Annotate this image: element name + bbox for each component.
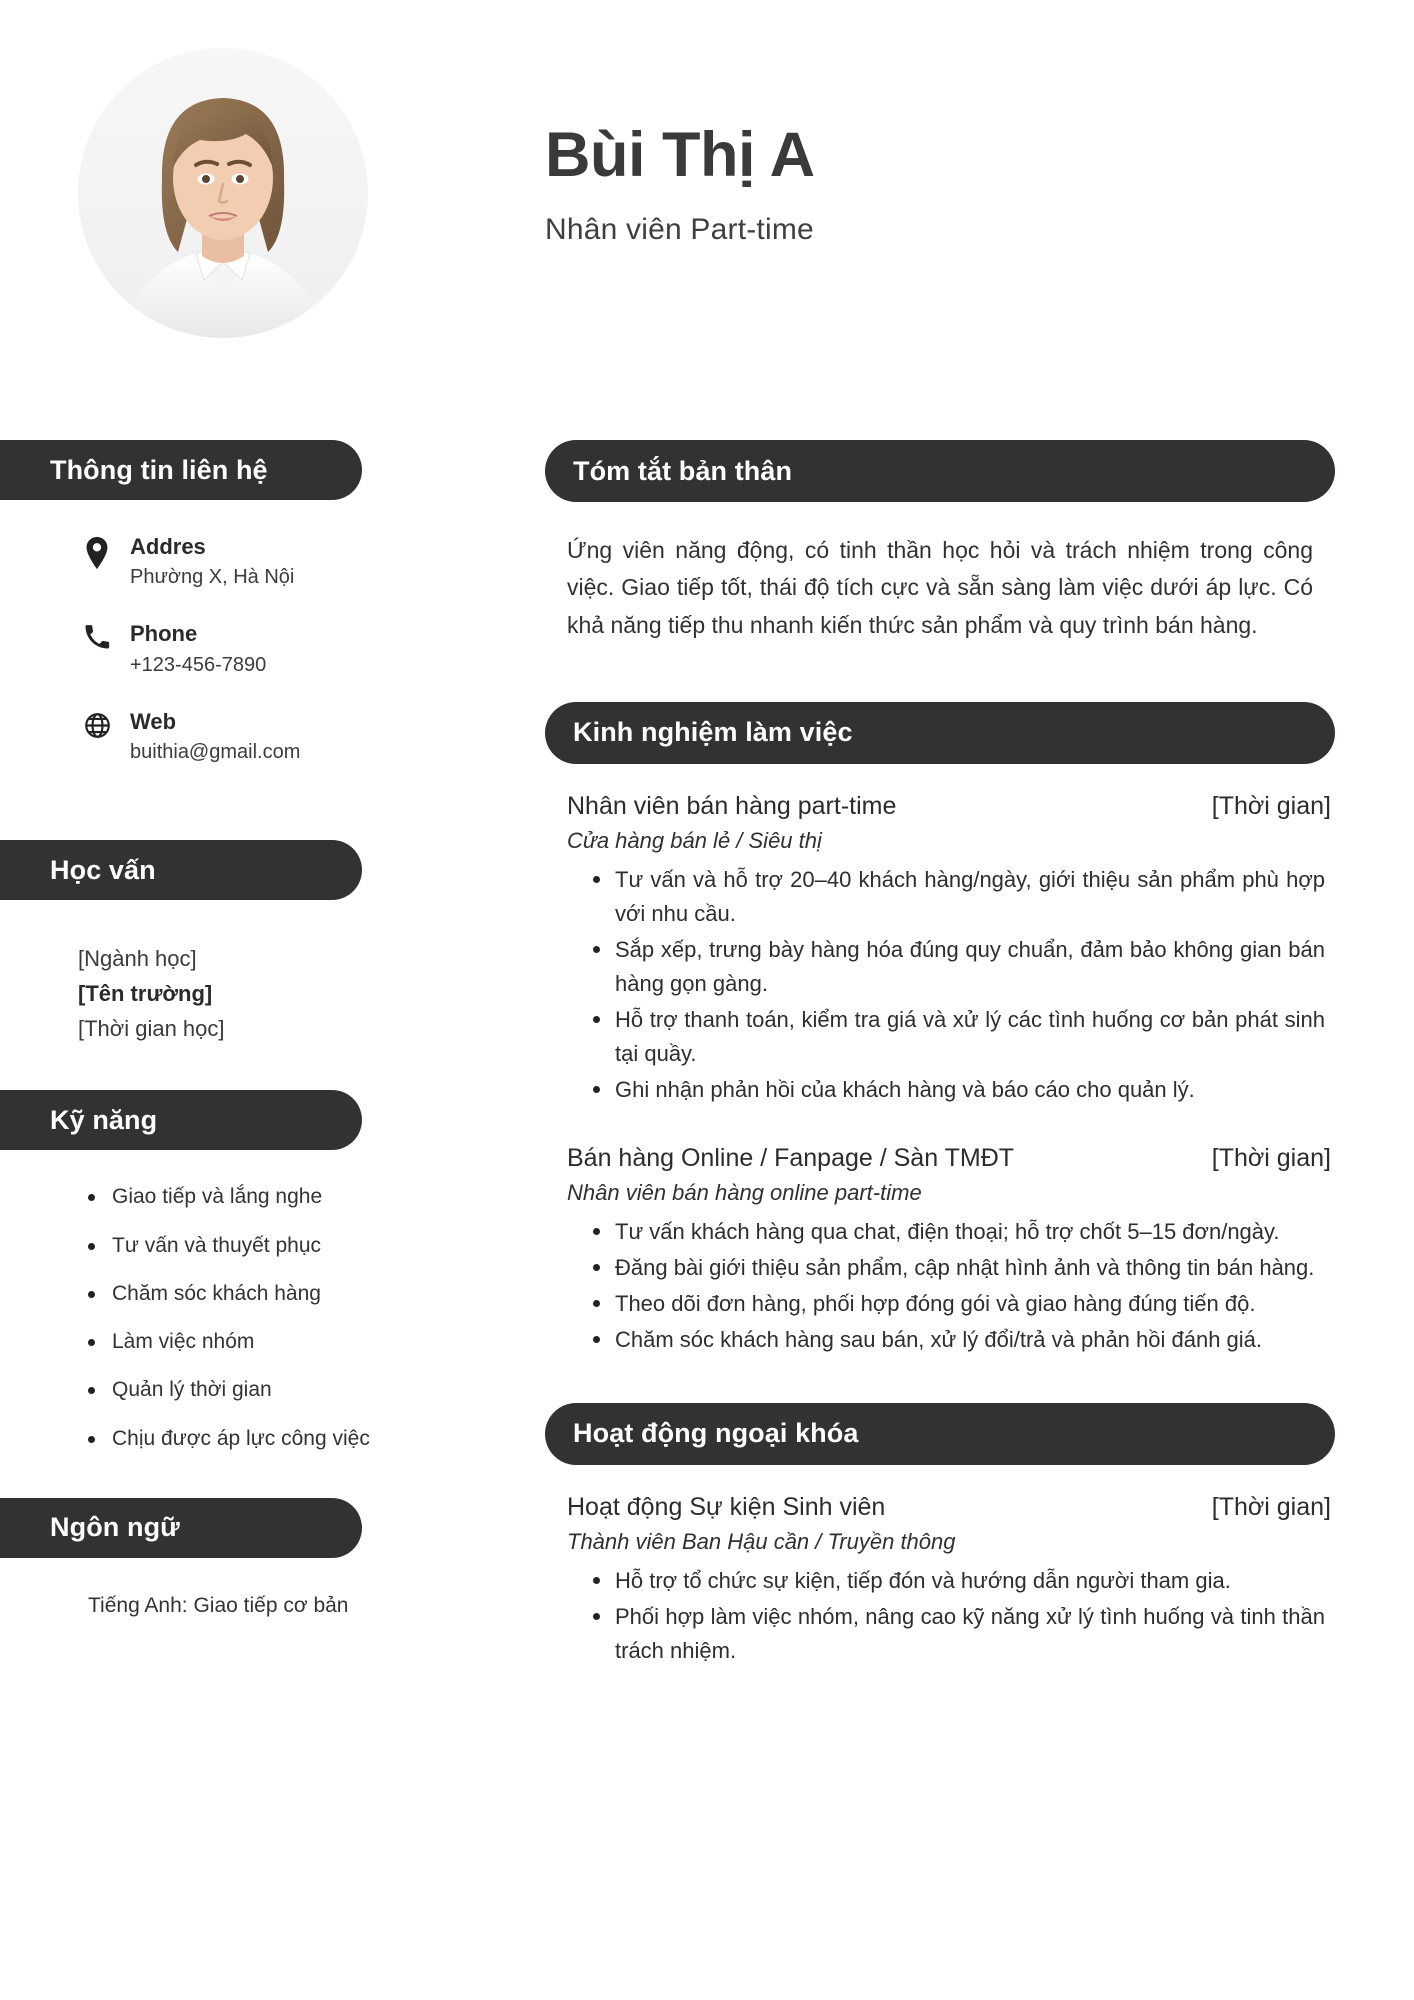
- section-heading-languages-label: Ngôn ngữ: [50, 1512, 180, 1543]
- experience-entry: [545, 790, 1335, 1108]
- summary-text: Ứng viên năng động, có tinh thần học hỏi và trách nhiệm trong công việc. Giao tiếp tốt, thái độ tích cực và sẵn sàng làm việc dưới áp lực. Có khả năng tiếp thu nhanh kiến thức sản phẩm và quy trình bán hàng.: [567, 537, 1313, 638]
- contact-value-phone: +123-456-7890: [130, 653, 267, 676]
- contact-value-address: Phường X, Hà Nội: [130, 566, 295, 589]
- section-heading-contact-label: Thông tin liên hệ: [50, 454, 268, 485]
- education-block: [0, 942, 420, 1046]
- entry-bullet-list: [567, 1564, 1331, 1668]
- contact-label-address: Addres: [130, 534, 206, 559]
- list-item: Quản lý thời gian: [112, 1377, 420, 1403]
- entry-time: [Thời gian]: [1211, 1492, 1331, 1521]
- section-heading-summary-label: Tóm tắt bản thân: [573, 455, 793, 486]
- entry-header: [567, 1142, 1331, 1175]
- entry-role: Hoạt động Sự kiện Sinh viên: [567, 1492, 886, 1521]
- entry-subtitle: Thành viên Ban Hậu cần / Truyền thông: [567, 1529, 956, 1555]
- contact-list: [0, 534, 420, 765]
- contact-item-web: [84, 709, 420, 765]
- entry-time: [Thời gian]: [1211, 791, 1331, 820]
- education-school: [Tên trường]: [78, 980, 213, 1006]
- skills-list: [0, 1184, 420, 1452]
- list-item: Giao tiếp và lắng nghe: [112, 1184, 420, 1210]
- list-item: Tư vấn khách hàng qua chat, điện thoại; hỗ trợ chốt 5–15 đơn/ngày.: [615, 1215, 1331, 1249]
- section-heading-experience-label: Kinh nghiệm làm việc: [573, 717, 853, 748]
- list-item: Phối hợp làm việc nhóm, nâng cao kỹ năng xử lý tình huống và tinh thần trách nhiệm.: [615, 1600, 1331, 1668]
- header-text-block: [545, 120, 1345, 247]
- education-period: [Thời gian học]: [78, 1015, 225, 1041]
- section-heading-activities-label: Hoạt động ngoại khóa: [573, 1418, 859, 1449]
- entry-header: [567, 790, 1331, 823]
- entry-bullet-list: [567, 1215, 1331, 1357]
- section-heading-skills: [0, 1090, 362, 1150]
- experience-entry: [545, 1142, 1335, 1357]
- contact-value-web: buithia@gmail.com: [130, 741, 301, 764]
- cv-header: [0, 0, 1414, 400]
- languages-text: Tiếng Anh: Giao tiếp cơ bản: [88, 1593, 349, 1617]
- list-item: Làm việc nhóm: [112, 1329, 420, 1355]
- contact-item-phone: [84, 621, 420, 677]
- contact-item-address: [84, 534, 420, 590]
- list-item: Chăm sóc khách hàng sau bán, xử lý đổi/trả và phản hồi đánh giá.: [615, 1323, 1331, 1357]
- entry-subtitle: Cửa hàng bán lẻ / Siêu thị: [567, 828, 822, 854]
- list-item: Tư vấn và thuyết phục: [112, 1233, 420, 1259]
- list-item: Ghi nhận phản hồi của khách hàng và báo cáo cho quản lý.: [615, 1073, 1331, 1107]
- list-item: Chịu được áp lực công việc: [112, 1426, 420, 1452]
- entry-header: [567, 1491, 1331, 1524]
- section-heading-skills-label: Kỹ năng: [50, 1104, 158, 1135]
- entry-bullet-list: [567, 863, 1331, 1108]
- section-heading-contact: [0, 440, 362, 500]
- section-heading-education-label: Học vấn: [50, 854, 156, 885]
- portrait-photo-icon: [78, 48, 368, 338]
- list-item: Hỗ trợ thanh toán, kiểm tra giá và xử lý các tình huống cơ bản phát sinh tại quầy.: [615, 1003, 1331, 1071]
- location-pin-icon: [84, 534, 118, 569]
- section-heading-summary: [545, 440, 1335, 502]
- list-item: Chăm sóc khách hàng: [112, 1281, 420, 1307]
- list-item: Tư vấn và hỗ trợ 20–40 khách hàng/ngày, giới thiệu sản phẩm phù hợp với nhu cầu.: [615, 863, 1331, 931]
- section-heading-experience: [545, 702, 1335, 764]
- person-job-title: Nhân viên Part-time: [545, 212, 814, 246]
- list-item: Sắp xếp, trưng bày hàng hóa đúng quy chuẩn, đảm bảo không gian bán hàng gọn gàng.: [615, 933, 1331, 1001]
- contact-label-phone: Phone: [130, 621, 198, 647]
- main-column: [545, 440, 1335, 1670]
- person-name: Bùi Thị A: [545, 120, 815, 190]
- section-heading-activities: [545, 1403, 1335, 1465]
- contact-label-web: Web: [130, 708, 177, 734]
- phone-icon: [84, 621, 118, 650]
- section-heading-languages: [0, 1498, 362, 1558]
- list-item: Đăng bài giới thiệu sản phẩm, cập nhật hình ảnh và thông tin bán hàng.: [615, 1251, 1331, 1285]
- section-heading-education: [0, 840, 362, 900]
- avatar: [78, 48, 368, 338]
- education-major: [Ngành học]: [78, 946, 197, 972]
- entry-subtitle: Nhân viên bán hàng online part-time: [567, 1180, 922, 1205]
- list-item: Theo dõi đơn hàng, phối hợp đóng gói và giao hàng đúng tiến độ.: [615, 1287, 1331, 1321]
- entry-time: [Thời gian]: [1211, 1143, 1331, 1172]
- activity-entry: [545, 1491, 1335, 1668]
- list-item: Hỗ trợ tổ chức sự kiện, tiếp đón và hướng dẫn người tham gia.: [615, 1564, 1331, 1598]
- entry-role: Bán hàng Online / Fanpage / Sàn TMĐT: [567, 1143, 1015, 1172]
- sidebar: [0, 440, 420, 1618]
- entry-role: Nhân viên bán hàng part-time: [567, 791, 897, 820]
- globe-icon: [84, 709, 118, 739]
